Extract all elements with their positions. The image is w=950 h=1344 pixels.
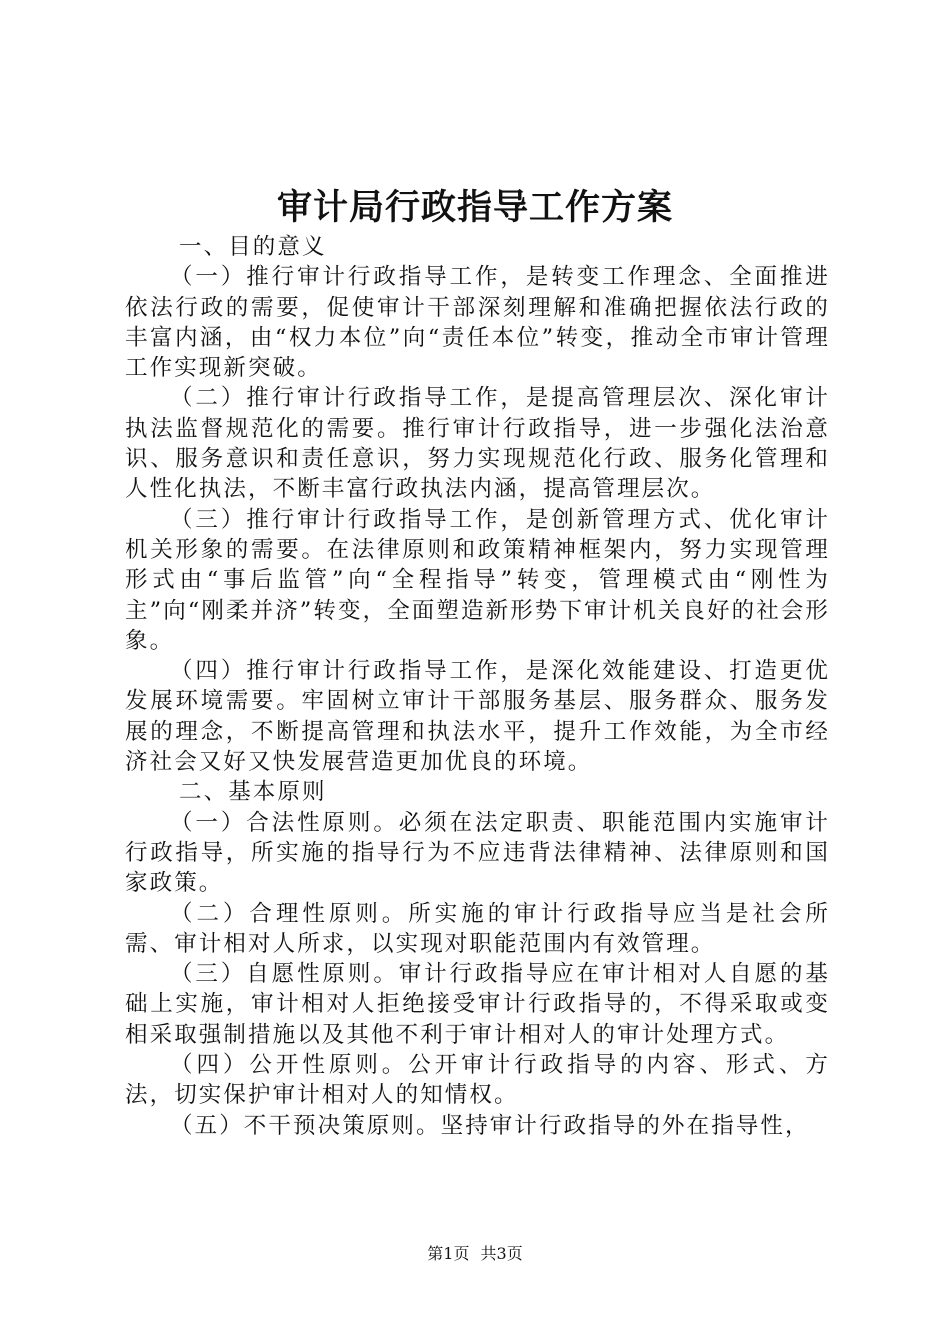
document-title: 审计局行政指导工作方案 xyxy=(276,187,673,228)
paragraph: （二）推行审计行政指导工作，是提高管理层次、深化审计执法监督规范化的需要。推行审计行政指导，进一步强化法治意识、服务意识和责任意识，努力实现规范化行政、服务化管理和人性化执法，不断丰富行政执法内涵，提高管理层次。 xyxy=(125,385,830,503)
paragraph: （四）推行审计行政指导工作，是深化效能建设、打造更优发展环境需要。牢固树立审计干部服务基层、服务群众、服务发展的理念，不断提高管理和执法水平，提升工作效能，为全市经济社会又好又快发展营造更加优良的环境。 xyxy=(125,658,830,776)
section-heading: 一、目的意义 xyxy=(179,234,327,260)
document-body xyxy=(125,232,830,1141)
paragraph: （三）推行审计行政指导工作，是创新管理方式、优化审计机关形象的需要。在法律原则和政策精神框架内，努力实现管理形式由“事后监管”向“全程指导”转变，管理模式由“刚性为主”向“刚柔并济”转变，全面塑造新形势下审计机关良好的社会形象。 xyxy=(125,506,831,654)
paragraph: （一）合法性原则。必须在法定职责、职能范围内实施审计行政指导，所实施的指导行为不应违背法律精神、法律原则和国家政策。 xyxy=(125,809,830,897)
page-number: 第1页 xyxy=(427,1244,470,1263)
page-footer xyxy=(0,1244,950,1264)
paragraph: （三）自愿性原则。审计行政指导应在审计相对人自愿的基础上实施，审计相对人拒绝接受审计行政指导的，不得采取或变相采取强制措施以及其他不利于审计相对人的审计处理方式。 xyxy=(125,961,830,1048)
paragraph: （四）公开性原则。公开审计行政指导的内容、形式、方法，切实保护审计相对人的知情权。 xyxy=(125,1052,830,1109)
paragraph: （二）合理性原则。所实施的审计行政指导应当是社会所需、审计相对人所求，以实现对职能范围内有效管理。 xyxy=(125,900,830,957)
page-total: 共3页 xyxy=(480,1244,523,1263)
section-heading: 二、基本原则 xyxy=(179,779,327,806)
paragraph: （五）不干预决策原则。坚持审计行政指导的外在指导性， xyxy=(170,1112,810,1139)
paragraph: （一）推行审计行政指导工作，是转变工作理念、全面推进依法行政的需要，促使审计干部深刻理解和准确把握依法行政的丰富内涵，由“权力本位”向“责任本位”转变，推动全市审计管理工作实现新突破。 xyxy=(125,264,830,382)
